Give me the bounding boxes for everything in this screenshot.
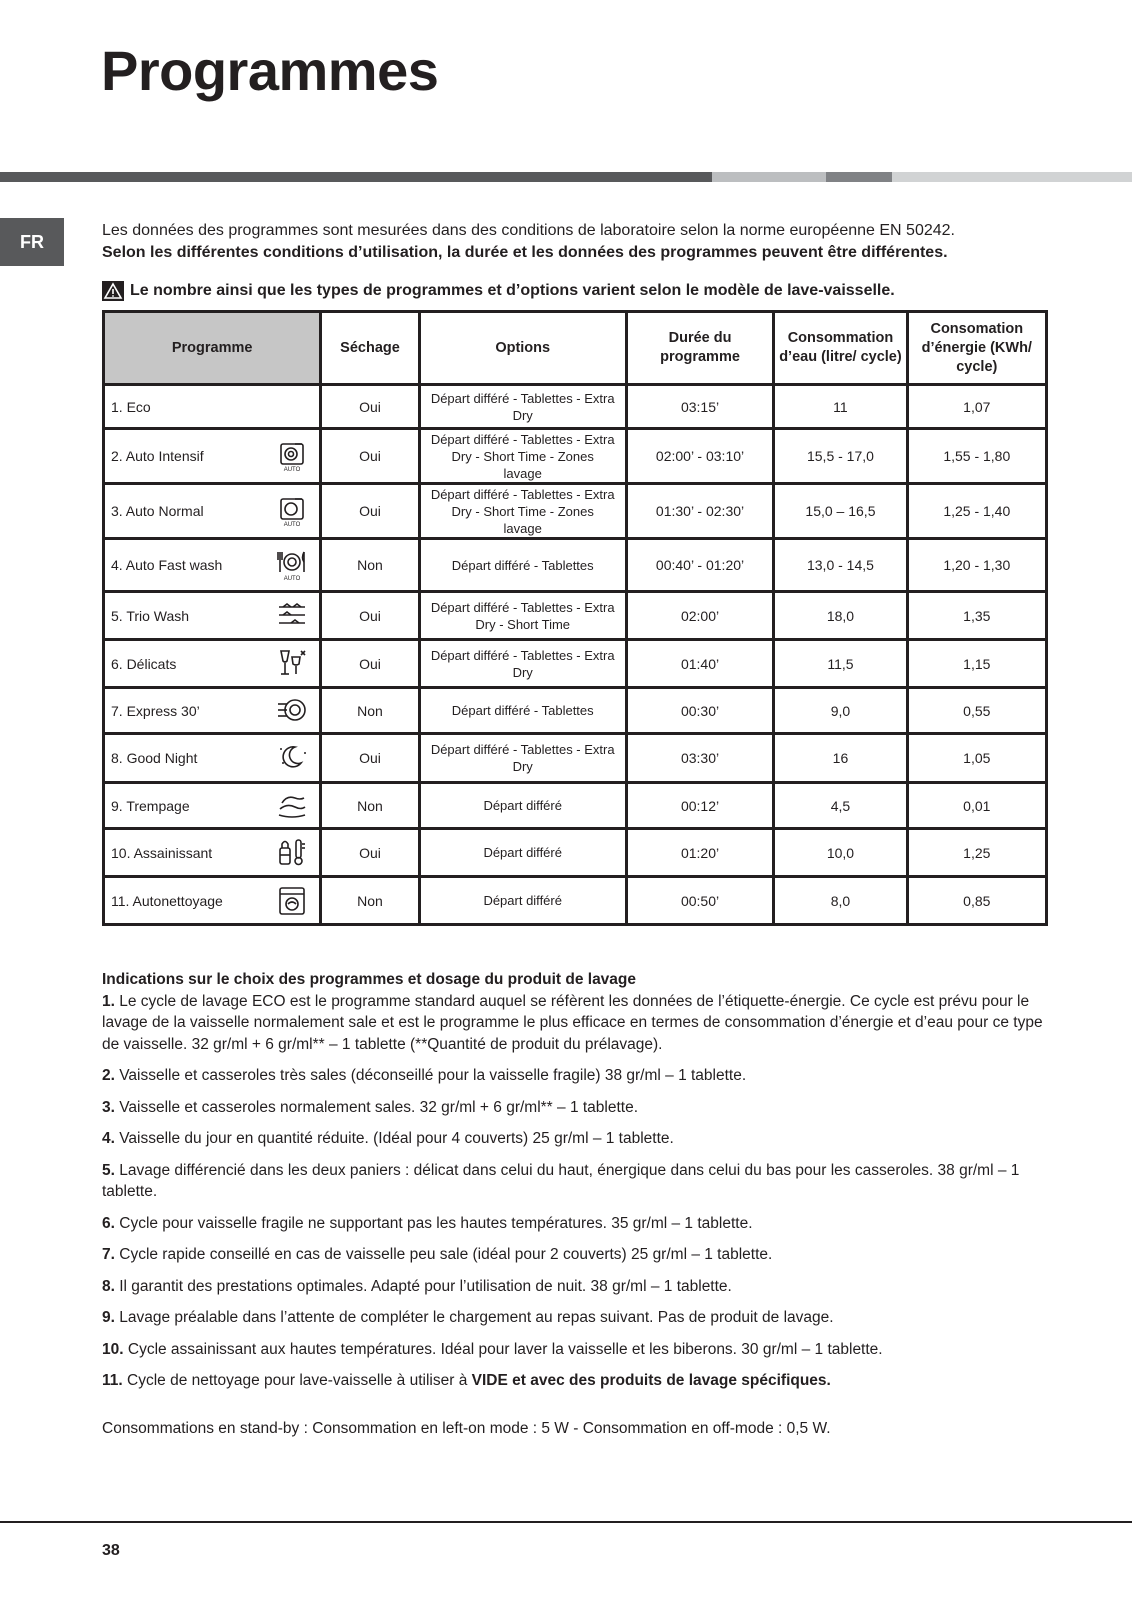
header-bar-dark	[0, 172, 712, 182]
svg-text:AUTO: AUTO	[284, 576, 301, 582]
cell-eau: 15,0 – 16,5	[774, 484, 907, 539]
svg-text:AUTO: AUTO	[284, 522, 301, 528]
cell-programme	[104, 539, 321, 592]
sanitizing-bottle-icon	[275, 836, 309, 870]
cell-options: Départ différé - Tablettes	[419, 539, 626, 592]
header-programme: Programme	[104, 312, 321, 385]
note-bold-text: VIDE et avec des produits de lavage spécifiques.	[471, 1372, 831, 1389]
cell-programme	[104, 592, 321, 640]
cell-programme	[104, 877, 321, 925]
cell-programme	[104, 385, 321, 429]
note-number: 10.	[102, 1340, 124, 1358]
table-row	[104, 640, 1047, 688]
programmes-table	[102, 310, 1048, 926]
cell-programme	[104, 429, 321, 484]
note-item	[102, 1213, 1047, 1235]
cell-duree: 00:40’ - 01:20’	[626, 539, 774, 592]
note-number: 4.	[102, 1130, 115, 1147]
note-item	[102, 1370, 1047, 1392]
cell-options: Départ différé - Tablettes - Extra Dry	[419, 385, 626, 429]
language-tab: FR	[0, 218, 64, 266]
note-number: 6.	[102, 1214, 115, 1232]
cell-sechage: Oui	[321, 429, 419, 484]
cell-duree: 02:00’	[626, 592, 774, 640]
programme-name: 8. Good Night	[111, 750, 198, 766]
cell-duree: 01:40’	[626, 640, 774, 688]
table-row	[104, 783, 1047, 829]
table-row	[104, 592, 1047, 640]
page-number: 38	[102, 1542, 120, 1559]
table-row	[104, 429, 1047, 484]
cell-options: Départ différé - Tablettes - Extra Dry - Short Time	[419, 592, 626, 640]
page-title: Programmes	[101, 39, 439, 102]
note-number: 2.	[102, 1067, 115, 1084]
cell-duree: 03:30’	[626, 734, 774, 783]
programme-name: 10. Assainissant	[111, 844, 213, 861]
intro-line-2: Selon les différentes conditions d’utilisation, la durée et les données des programmes peuvent être différentes.	[102, 244, 948, 261]
note-item	[102, 1244, 1047, 1266]
note-text: Lavage différencié dans les deux paniers : délicat dans celui du haut, énergique dans celui du bas pour les casseroles. 38 gr/ml – 1 tablette.	[102, 1161, 1020, 1200]
cell-sechage: Non	[321, 539, 419, 592]
cell-energie: 0,85	[907, 877, 1046, 925]
programme-name: 5. Trio Wash	[111, 607, 190, 624]
programme-name: 11. Autonettoyage	[111, 892, 223, 909]
notes-list	[102, 991, 1047, 1361]
note-item	[102, 1160, 1047, 1203]
auto-intensive-icon	[275, 439, 309, 473]
express-icon	[275, 694, 309, 728]
cell-options: Départ différé	[419, 829, 626, 877]
note-number: 7.	[102, 1246, 115, 1263]
table-row	[104, 385, 1047, 429]
table-header-row	[104, 312, 1047, 385]
cell-sechage: Oui	[321, 484, 419, 539]
cell-eau: 10,0	[774, 829, 907, 877]
header-bar-mid	[826, 172, 892, 182]
warning-icon	[102, 281, 124, 301]
note-text: Le cycle de lavage ECO est le programme standard auquel se réfèrent les données de l’étiquette-énergie. Ce cycle est prévu pour le lavage de la vaisselle normalement sale et est le programme le plus efficace en termes de consommation d’énergie et d’eau pour ce type de vaisselle. 32 gr/ml + 6 gr/ml** – 1 tablette (**Quantité de produit du prélavage).	[102, 992, 1043, 1053]
cell-programme	[104, 484, 321, 539]
note-text: Vaisselle du jour en quantité réduite. (Idéal pour 4 couverts) 25 gr/ml – 1 tablette.	[114, 1130, 674, 1147]
delicate-glass-icon	[275, 647, 309, 681]
programme-name: 4. Auto Fast wash	[111, 557, 223, 573]
table-row	[104, 829, 1047, 877]
header-duree: Durée du programme	[626, 312, 774, 385]
note-text: Cycle de nettoyage pour lave-vaisselle à utiliser à	[122, 1372, 472, 1389]
note-number: 1.	[102, 992, 115, 1010]
cell-options: Départ différé - Tablettes - Extra Dry	[419, 734, 626, 783]
programme-name: 3. Auto Normal	[111, 503, 204, 519]
note-text: Cycle pour vaisselle fragile ne supportant pas les hautes températures. 35 gr/ml – 1 tablette.	[114, 1214, 753, 1232]
standby-consumption: Consommations en stand-by : Consommation en left-on mode : 5 W - Consommation en off-mode : 0,5 W.	[102, 1420, 831, 1437]
cell-eau: 15,5 - 17,0	[774, 429, 907, 484]
cell-duree: 00:30’	[626, 688, 774, 734]
cell-sechage: Non	[321, 877, 419, 925]
note-item	[102, 1128, 1047, 1150]
intro-line-1: Les données des programmes sont mesurées dans des conditions de laboratoire selon la norme européenne EN 50242.	[102, 222, 955, 239]
cell-eau: 11,5	[774, 640, 907, 688]
cell-options: Départ différé - Tablettes - Extra Dry - Short Time - Zones lavage	[419, 429, 626, 484]
cell-programme	[104, 783, 321, 829]
note-number: 3.	[102, 1098, 115, 1116]
cell-eau: 8,0	[774, 877, 907, 925]
cell-options: Départ différé - Tablettes	[419, 688, 626, 734]
note-item	[102, 1339, 1047, 1361]
cell-duree: 00:12’	[626, 783, 774, 829]
notes-heading: Indications sur le choix des programmes et dosage du produit de lavage	[102, 971, 637, 988]
cell-eau: 18,0	[774, 592, 907, 640]
programme-name: 7. Express 30’	[111, 702, 200, 719]
table-row	[104, 688, 1047, 734]
cell-eau: 4,5	[774, 783, 907, 829]
note-number: 11.	[102, 1372, 123, 1389]
header-bar-light-end	[892, 172, 1132, 182]
header-bar-light	[712, 172, 826, 182]
note-number: 5.	[102, 1161, 115, 1179]
note-number: 9.	[102, 1309, 115, 1326]
programme-notes	[102, 969, 1047, 1402]
cell-eau: 9,0	[774, 688, 907, 734]
header-energie: Consomation d’énergie (KWh/ cycle)	[907, 312, 1046, 385]
note-item	[102, 1276, 1047, 1298]
note-text: Cycle assainissant aux hautes températures. Idéal pour laver la vaisselle et les biberons. 30 gr/ml – 1 tablette.	[123, 1340, 883, 1358]
programme-name: 2. Auto Intensif	[111, 448, 204, 464]
note-item	[102, 991, 1047, 1056]
note-text: Lavage préalable dans l’attente de compléter le chargement au repas suivant. Pas de produit de lavage.	[114, 1309, 834, 1326]
cell-options: Départ différé	[419, 877, 626, 925]
cell-energie: 1,07	[907, 385, 1046, 429]
note-text: Vaisselle et casseroles très sales (déconseillé pour la vaisselle fragile) 38 gr/ml – 1 tablette.	[114, 1067, 747, 1084]
cell-duree: 02:00’ - 03:10’	[626, 429, 774, 484]
note-number: 8.	[102, 1277, 115, 1295]
cell-energie: 1,25 - 1,40	[907, 484, 1046, 539]
warning-note	[102, 281, 895, 301]
table-row	[104, 877, 1047, 925]
cell-energie: 1,15	[907, 640, 1046, 688]
self-clean-icon	[275, 884, 309, 918]
cell-sechage: Non	[321, 688, 419, 734]
cell-energie: 1,05	[907, 734, 1046, 783]
cell-programme	[104, 688, 321, 734]
table-row	[104, 539, 1047, 592]
warning-text: Le nombre ainsi que les types de programmes et d’options varient selon le modèle de lave-vaisselle.	[130, 282, 895, 299]
cell-sechage: Oui	[321, 734, 419, 783]
cell-duree: 00:50’	[626, 877, 774, 925]
trio-wash-icon	[275, 599, 309, 633]
cell-eau: 11	[774, 385, 907, 429]
cell-programme	[104, 640, 321, 688]
programme-name: 1. Eco	[111, 398, 151, 415]
cell-programme	[104, 829, 321, 877]
header-eau: Consommation d’eau (litre/ cycle)	[774, 312, 907, 385]
soak-icon	[275, 789, 309, 823]
cell-eau: 13,0 - 14,5	[774, 539, 907, 592]
cell-duree: 01:30’ - 02:30’	[626, 484, 774, 539]
cell-energie: 0,01	[907, 783, 1046, 829]
cell-sechage: Oui	[321, 829, 419, 877]
header-options: Options	[419, 312, 626, 385]
programme-name: 6. Délicats	[111, 655, 177, 672]
cell-programme	[104, 734, 321, 783]
moon-icon	[275, 741, 309, 775]
cell-duree: 03:15’	[626, 385, 774, 429]
cell-duree: 01:20’	[626, 829, 774, 877]
header-sechage: Séchage	[321, 312, 419, 385]
cell-sechage: Oui	[321, 592, 419, 640]
table-row	[104, 484, 1047, 539]
note-text: Vaisselle et casseroles normalement sales. 32 gr/ml + 6 gr/ml** – 1 tablette.	[114, 1098, 639, 1116]
cell-sechage: Oui	[321, 385, 419, 429]
cell-sechage: Non	[321, 783, 419, 829]
note-text: Cycle rapide conseillé en cas de vaisselle peu sale (idéal pour 2 couverts) 25 gr/ml – 1 tablette.	[114, 1246, 773, 1263]
auto-fast-wash-icon	[275, 548, 309, 582]
note-item	[102, 1065, 1047, 1087]
cell-eau: 16	[774, 734, 907, 783]
auto-normal-icon	[275, 494, 309, 528]
note-text: Il garantit des prestations optimales. Adapté pour l’utilisation de nuit. 38 gr/ml – 1 tablette.	[114, 1277, 732, 1295]
table-row	[104, 734, 1047, 783]
programme-name: 9. Trempage	[111, 797, 190, 814]
cell-options: Départ différé - Tablettes - Extra Dry - Short Time - Zones lavage	[419, 484, 626, 539]
svg-text:AUTO: AUTO	[284, 467, 301, 473]
cell-options: Départ différé - Tablettes - Extra Dry	[419, 640, 626, 688]
cell-energie: 1,25	[907, 829, 1046, 877]
intro-text	[102, 220, 1062, 264]
cell-energie: 0,55	[907, 688, 1046, 734]
cell-energie: 1,20 - 1,30	[907, 539, 1046, 592]
footer-divider	[0, 1521, 1132, 1523]
cell-energie: 1,55 - 1,80	[907, 429, 1046, 484]
note-item	[102, 1307, 1047, 1329]
cell-options: Départ différé	[419, 783, 626, 829]
cell-energie: 1,35	[907, 592, 1046, 640]
note-item	[102, 1097, 1047, 1119]
cell-sechage: Oui	[321, 640, 419, 688]
